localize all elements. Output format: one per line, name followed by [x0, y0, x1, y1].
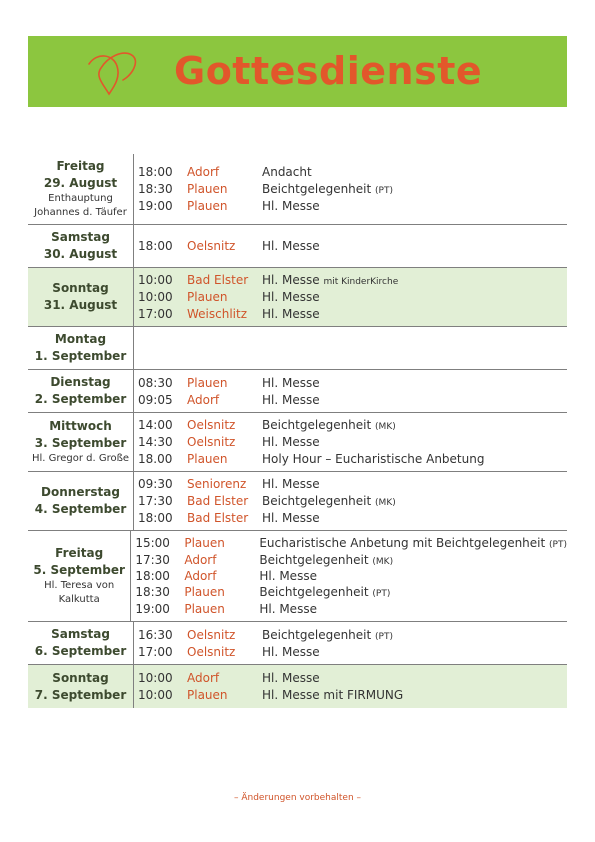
day-name: Sonntag [52, 670, 109, 685]
event-list [134, 665, 567, 708]
event-title: Hl. Messe [262, 239, 320, 253]
event-note: (MK) [372, 556, 394, 567]
event-row [134, 434, 567, 451]
event-note: (PT) [549, 540, 567, 551]
event-row [134, 164, 567, 181]
event-place: Plauen [187, 451, 228, 466]
event-desc [262, 239, 320, 253]
event-row [134, 374, 567, 391]
event-title: Hl. Messe [262, 392, 320, 407]
event-list [134, 225, 567, 267]
day-note: Hl. Teresa von Kalkutta [44, 580, 115, 605]
day-date: 5. September [33, 563, 125, 577]
event-list [134, 370, 567, 412]
event-desc [262, 165, 312, 179]
event-time: 10:00 [138, 671, 173, 685]
event-row [134, 198, 567, 215]
event-time: 18:00 [135, 569, 170, 583]
event-desc [262, 182, 393, 196]
event-time: 15:00 [135, 536, 170, 551]
event-title: Hl. Messe [262, 375, 320, 390]
event-desc [259, 553, 393, 567]
event-title: Hl. Messe [262, 290, 320, 304]
day-row [28, 327, 567, 370]
event-desc [259, 569, 317, 583]
event-time: 14:30 [138, 435, 173, 449]
event-row [131, 535, 567, 551]
event-time: 19:00 [138, 199, 173, 213]
event-note: (MK) [375, 422, 396, 433]
event-place: Plauen [187, 688, 228, 702]
day-name: Samstag [51, 230, 110, 244]
event-row [134, 272, 567, 289]
event-list [134, 413, 567, 471]
event-place: Plauen [187, 199, 228, 213]
day-row [28, 472, 567, 531]
event-place: Weischlitz [187, 306, 248, 321]
event-time: 19:00 [135, 601, 170, 616]
event-place: Adorf [187, 392, 220, 407]
event-note: (PT) [372, 589, 391, 600]
day-label [28, 327, 134, 369]
event-place: Seniorenz [187, 477, 247, 492]
event-row [131, 584, 567, 600]
event-time: 16:30 [138, 627, 173, 642]
day-date: 4. September [34, 502, 127, 516]
event-time: 18.00 [138, 451, 173, 466]
event-desc [262, 418, 396, 432]
event-desc [262, 477, 320, 491]
event-list [131, 531, 567, 621]
day-date: 1. September [34, 349, 127, 363]
event-desc [259, 602, 317, 616]
event-place: Oelsnitz [187, 239, 236, 253]
event-row [134, 670, 567, 687]
day-date: 30. August [43, 247, 118, 261]
event-title: Hl. Messe [262, 671, 320, 685]
event-time: 09:30 [138, 477, 173, 492]
event-desc [262, 393, 320, 407]
event-title: Hl. Messe [262, 199, 320, 213]
event-row [134, 417, 567, 434]
event-place: Plauen [187, 182, 228, 196]
event-list [134, 327, 567, 369]
heart-logo-icon [83, 44, 139, 98]
event-place: Bad Elster [187, 510, 249, 525]
event-row [131, 568, 567, 584]
day-label [28, 225, 134, 267]
event-title: Hl. Messe [262, 510, 320, 525]
day-name: Samstag [51, 627, 110, 641]
day-label [28, 622, 134, 664]
event-time: 18:00 [138, 510, 173, 525]
event-title: Beichtgelegenheit [262, 182, 372, 196]
day-date: 3. September [34, 436, 127, 450]
day-label [28, 370, 134, 412]
schedule-table [28, 154, 567, 708]
event-desc [262, 290, 320, 304]
event-time: 14:00 [138, 418, 173, 433]
event-title: Hl. Messe [259, 601, 317, 616]
day-row [28, 413, 567, 472]
event-desc [259, 536, 567, 550]
day-row [28, 531, 567, 622]
day-name: Dienstag [50, 375, 111, 389]
event-note: (MK) [375, 498, 396, 508]
event-time: 18:00 [138, 239, 173, 253]
event-time: 17:30 [138, 494, 173, 508]
event-time: 09:05 [138, 392, 173, 407]
day-date: 29. August [43, 176, 118, 190]
event-title: Beichtgelegenheit [259, 552, 369, 567]
day-label [28, 531, 131, 621]
event-title: Holy Hour – Eucharistische Anbetung [262, 451, 485, 466]
event-list [134, 472, 567, 530]
event-place: Adorf [184, 552, 217, 567]
event-place: Plauen [184, 585, 225, 600]
event-desc [262, 645, 320, 659]
event-title: Beichtgelegenheit [259, 585, 369, 600]
event-desc [262, 199, 320, 213]
event-title: Hl. Messe [262, 435, 320, 449]
day-label [28, 472, 134, 530]
event-time: 18:30 [135, 585, 170, 600]
event-place: Adorf [187, 165, 220, 179]
event-desc [262, 688, 403, 702]
day-date: 31. August [43, 298, 118, 312]
event-row [134, 181, 567, 198]
event-row [131, 551, 567, 567]
day-row [28, 268, 567, 327]
event-desc [262, 511, 320, 525]
day-name: Mittwoch [49, 419, 112, 433]
event-time: 17:00 [138, 306, 173, 321]
event-list [134, 268, 567, 326]
event-row [131, 601, 567, 617]
event-desc [262, 494, 396, 508]
event-row [134, 238, 567, 255]
day-date: 2. September [34, 392, 127, 406]
footer-note: – Änderungen vorbehalten – [233, 793, 362, 803]
event-list [134, 622, 567, 664]
event-place: Plauen [184, 536, 225, 551]
event-time: 17:00 [138, 644, 173, 659]
day-label [28, 413, 134, 471]
event-note: (PT) [375, 186, 393, 196]
event-note: (PT) [375, 631, 393, 642]
day-row [28, 370, 567, 413]
event-row [134, 289, 567, 306]
event-desc [262, 376, 320, 390]
event-desc [259, 585, 390, 599]
day-row [28, 665, 567, 708]
event-desc [262, 435, 320, 449]
event-desc [262, 273, 398, 287]
event-time: 17:30 [135, 552, 170, 567]
event-place: Adorf [187, 671, 220, 685]
event-time: 10:00 [138, 688, 173, 702]
event-time: 10:00 [138, 273, 173, 288]
event-title: Beichtgelegenheit [262, 627, 372, 642]
event-time: 18:30 [138, 182, 173, 196]
event-place: Plauen [187, 290, 228, 304]
day-name: Freitag [55, 546, 104, 560]
event-place: Adorf [184, 569, 217, 583]
event-row [134, 450, 567, 467]
event-desc [262, 671, 320, 685]
event-list [134, 154, 567, 224]
event-title: Eucharistische Anbetung mit Beichtgelegenheit [259, 536, 546, 551]
day-row [28, 225, 567, 268]
event-title: Hl. Messe [262, 273, 320, 288]
event-place: Bad Elster [187, 273, 249, 288]
event-title: Andacht [262, 165, 312, 179]
day-date: 6. September [34, 644, 127, 658]
event-title: Beichtgelegenheit [262, 494, 372, 508]
day-name: Montag [54, 332, 107, 346]
event-desc [262, 452, 484, 466]
event-place: Oelsnitz [187, 418, 236, 433]
event-row [134, 305, 567, 322]
event-row [134, 643, 567, 660]
event-row [134, 476, 567, 493]
day-note: Enthauptung Johannes d. Täufer [34, 193, 127, 218]
event-place: Oelsnitz [187, 627, 236, 642]
day-date: 7. September [34, 687, 127, 702]
day-note: Hl. Gregor d. Große [31, 453, 130, 464]
event-title: Hl. Messe [259, 569, 317, 583]
event-title: Hl. Messe [262, 644, 320, 659]
event-title: Hl. Messe mit FIRMUNG [262, 688, 404, 702]
event-row [134, 509, 567, 526]
day-name: Donnerstag [41, 485, 120, 499]
event-title: Hl. Messe [262, 477, 320, 492]
event-place: Oelsnitz [187, 435, 236, 449]
page-title: Gottesdienste [174, 49, 483, 93]
event-title: Beichtgelegenheit [262, 418, 372, 433]
day-label [28, 665, 134, 708]
event-title: Hl. Messe [262, 306, 320, 321]
day-label [28, 268, 134, 326]
event-place: Plauen [187, 375, 228, 390]
event-place: Plauen [184, 601, 225, 616]
event-time: 10:00 [138, 290, 173, 304]
day-name: Sonntag [52, 281, 109, 295]
event-desc [262, 628, 393, 642]
event-time: 08:30 [138, 375, 173, 390]
event-row [134, 493, 567, 510]
day-row [28, 622, 567, 665]
day-name: Freitag [56, 159, 105, 173]
event-note: mit KinderKirche [323, 277, 399, 288]
event-time: 18:00 [138, 165, 173, 179]
day-row [28, 154, 567, 225]
event-row [134, 626, 567, 643]
event-desc [262, 307, 320, 321]
title-banner [28, 36, 567, 107]
event-place: Bad Elster [187, 494, 249, 508]
event-row [134, 391, 567, 408]
event-place: Oelsnitz [187, 644, 236, 659]
event-row [134, 687, 567, 704]
day-label [28, 154, 134, 224]
